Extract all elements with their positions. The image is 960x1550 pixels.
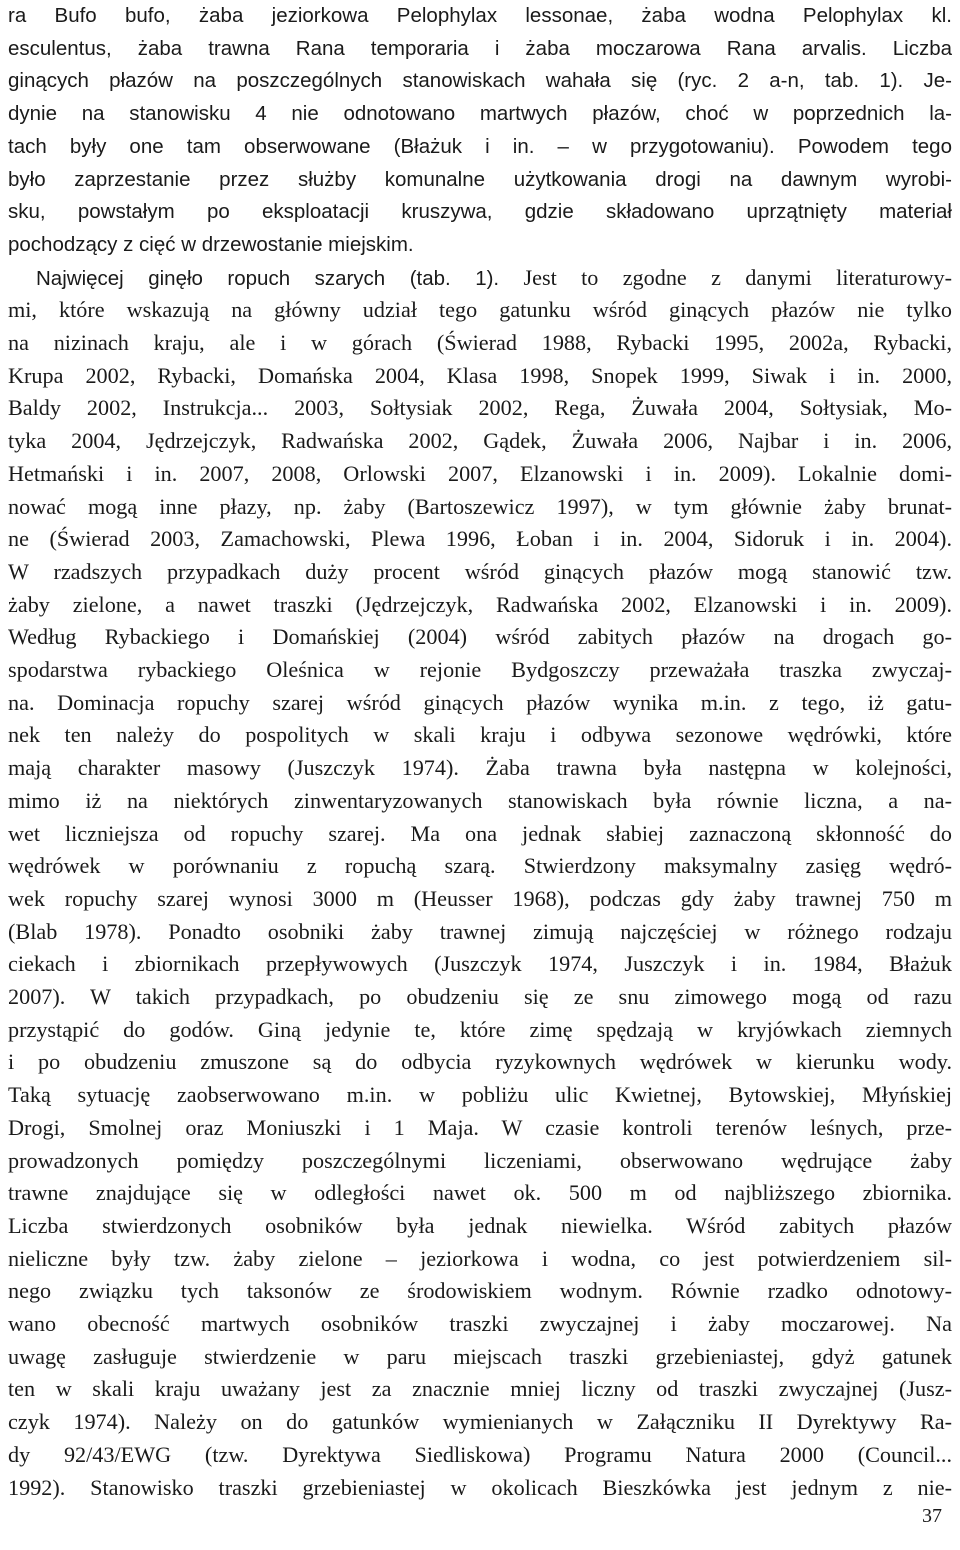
text-line: na nizinach kraju, ale i w górach (Świerad 1988, Rybacki 1995, 2002a, Rybacki, bbox=[8, 330, 952, 355]
text-line: spodarstwa rybackiego Oleśnica w rejonie Bydgoszczy przeważała traszka zwyczaj- bbox=[8, 657, 952, 682]
text-line: nować mogą inne płazy, np. żaby (Bartoszewicz 1997), w tym głównie żaby brunat- bbox=[8, 493, 952, 519]
text-line: ten w skali kraju uważany jest za znacznie mniej liczny od traszki zwyczajnej (Jusz- bbox=[8, 1376, 952, 1402]
text-line: dynie na stanowisku 4 nie odnotowano martwych płazów, choć w poprzednich la- bbox=[8, 102, 952, 126]
text-line: Taką sytuację zaobserwowano m.in. w pobliżu ulic Kwietnej, Bytowskiej, Młyńskiej bbox=[8, 1082, 952, 1108]
paragraph-mixed-line bbox=[8, 262, 952, 295]
text-line: wet liczniejsza od ropuchy szarej. Ma ona jednak słabiej zaznaczoną skłonność do bbox=[8, 820, 952, 846]
text-line: mimo iż na niektórych zinwentaryzowanych stanowiskach była równie liczna, a na- bbox=[8, 787, 952, 813]
text-line: było zaprzestanie przez służby komunalne użytkowania drogi na dawnym wyrobi- bbox=[8, 167, 952, 191]
text-line: esculentus, żaba trawna Rana temporaria i żaba moczarowa Rana arvalis. Liczba bbox=[8, 36, 952, 60]
text-line: Drogi, Smolnej oraz Moniuszki i 1 Maja. W czasie kontroli terenów leśnych, prze- bbox=[8, 1114, 952, 1140]
text-line: wek ropuchy szarej wynosi 3000 m (Heusser 1968), podczas gdy żaby trawnej 750 m bbox=[8, 885, 952, 911]
text-line: żaby zielone, a nawet traszki (Jędrzejczyk, Radwańska 2002, Elzanowski i in. 2009). bbox=[8, 591, 952, 617]
text-line: 2007). W takich przypadkach, po obudzeniu się ze snu zimowego mogą od razu bbox=[8, 984, 952, 1009]
text-line: nego związku tych taksonów ze środowiskiem wodnym. Równie rzadko odnotowy- bbox=[8, 1278, 952, 1304]
text-line: ra Bufo bufo, żaba jeziorkowa Pelophylax lessonae, żaba wodna Pelophylax kl. bbox=[8, 4, 952, 27]
page-number: 37 bbox=[922, 1505, 942, 1527]
text-line: mi, które wskazują na główny udział tego gatunku wśród ginących płazów nie tylko bbox=[8, 297, 952, 323]
mixed-serif-part: Jest to zgodne z danymi literaturowy- bbox=[499, 264, 953, 290]
text-line: prowadzonych pomiędzy poszczególnymi liczeniami, obserwowano wędrujące żaby bbox=[8, 1147, 952, 1173]
text-line: nieliczne były tzw. żaby zielone – jeziorkowa i wodna, co jest potwierdzeniem sil- bbox=[8, 1245, 952, 1271]
text-line: wano obecność martwych osobników traszki zwyczajnej i żaby moczarowej. Na bbox=[8, 1311, 952, 1336]
text-line: pochodzący z cięć w drzewostanie miejskim. bbox=[8, 232, 414, 256]
mixed-sans-part: Najwięcej ginęło ropuch szarych (tab. 1). bbox=[36, 266, 500, 290]
text-line: dy 92/43/EWG (tzw. Dyrektywa Siedliskowa) Programu Natura 2000 (Council... bbox=[8, 1441, 952, 1467]
text-line: Hetmański i in. 2007, 2008, Orlowski 2007, Elzanowski i in. 2009). Lokalnie domi- bbox=[8, 460, 952, 486]
text-line: Liczba stwierdzonych osobników była jednak niewielka. Wśród zabitych płazów bbox=[8, 1212, 952, 1238]
text-line: uwagę zasługuje stwierdzenie w paru miejscach traszki grzebieniastej, gdyż gatunek bbox=[8, 1343, 952, 1369]
text-line: W rzadszych przypadkach duży procent wśród ginących płazów mogą stanowić tzw. bbox=[8, 558, 952, 584]
text-line: nek ten należy do pospolitych w skali kraju i odbywa sezonowe wędrówki, które bbox=[8, 722, 952, 748]
text-line: 1992). Stanowisko traszki grzebieniastej w okolicach Bieszkówka jest jednym z nie- bbox=[8, 1474, 952, 1500]
text-line: ne (Świerad 2003, Zamachowski, Plewa 1996, Łoban i in. 2004, Sidoruk i in. 2004). bbox=[8, 526, 952, 552]
text-line: trawne znajdujące się w odległości nawet ok. 500 m od najbliższego zbiornika. bbox=[8, 1180, 952, 1206]
text-line: Według Rybackiego i Domańskiej (2004) wśród zabitych płazów na drogach go- bbox=[8, 624, 952, 650]
text-line: (Blab 1978). Ponadto osobniki żaby trawnej zimują najczęściej w różnego rodzaju bbox=[8, 918, 952, 944]
text-line: ciekach i zbiornikach przepływowych (Juszczyk 1974, Juszczyk i in. 1984, Błażuk bbox=[8, 951, 952, 977]
text-line: tyka 2004, Jędrzejczyk, Radwańska 2002, Gądek, Żuwała 2006, Najbar i in. 2006, bbox=[8, 428, 952, 454]
text-line: przystąpić do godów. Giną jedynie te, które zimę spędzają w kryjówkach ziemnych bbox=[8, 1016, 952, 1042]
text-line: Baldy 2002, Instrukcja... 2003, Sołtysiak 2002, Rega, Żuwała 2004, Sołtysiak, Mo- bbox=[8, 395, 952, 421]
text-line: ginących płazów na poszczególnych stanowiskach wahała się (ryc. 2 a-n, tab. 1). Je- bbox=[8, 69, 952, 93]
text-line: na. Dominacja ropuchy szarej wśród ginących płazów wynika m.in. z tego, iż gatu- bbox=[8, 689, 952, 715]
text-line: Krupa 2002, Rybacki, Domańska 2004, Klasa 1998, Snopek 1999, Siwak i in. 2000, bbox=[8, 362, 952, 388]
text-line: i po obudzeniu zmuszone są do odbycia ryzykownych wędrówek w kierunku wody. bbox=[8, 1049, 952, 1075]
text-line: wędrówek w porównaniu z ropuchą szarą. Stwierdzony maksymalny zasięg wędró- bbox=[8, 853, 952, 879]
text-line: czyk 1974). Należy on do gatunków wymienianych w Załączniku II Dyrektywy Ra- bbox=[8, 1409, 952, 1435]
text-line: sku, powstałym po eksploatacji kruszywa, gdzie składowano uprzątnięty materiał bbox=[8, 200, 952, 224]
text-line: mają charakter masowy (Juszczyk 1974). Żaba trawna była następna w kolejności, bbox=[8, 755, 952, 781]
text-line: tach były one tam obserwowane (Błażuk i in. – w przygotowaniu). Powodem tego bbox=[8, 134, 952, 158]
